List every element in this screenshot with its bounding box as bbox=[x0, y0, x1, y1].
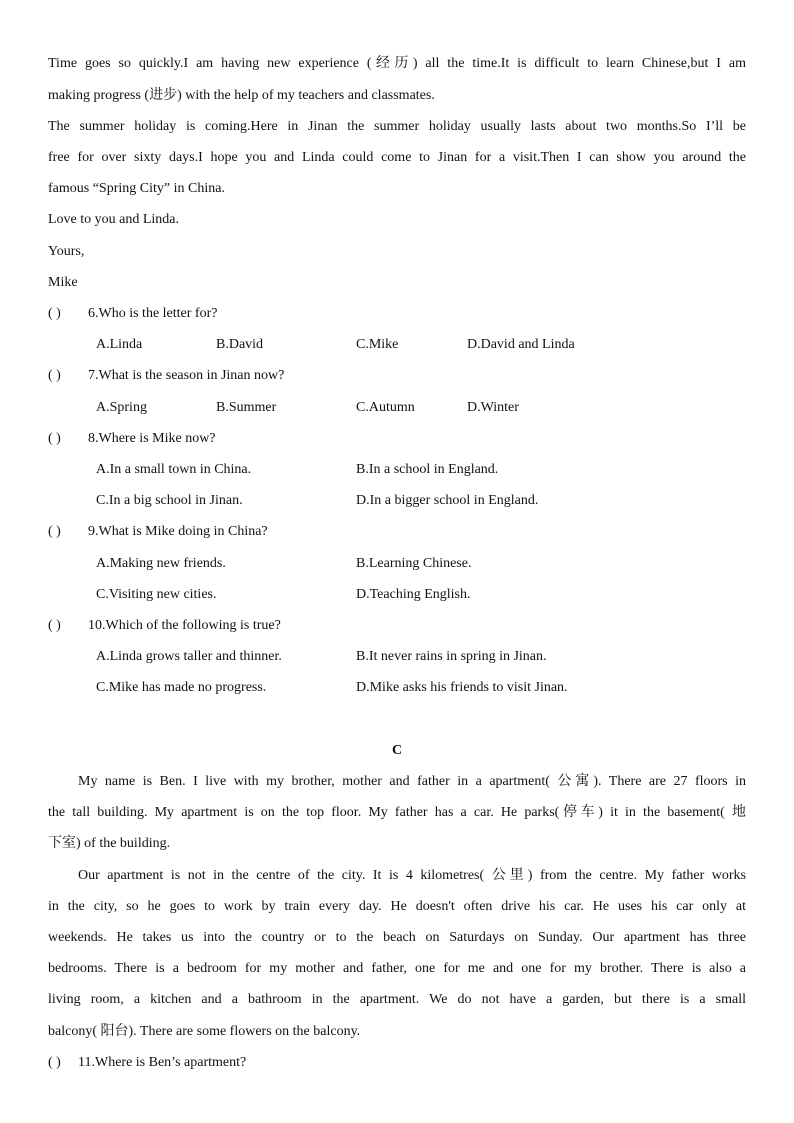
option-d: D.David and Linda bbox=[467, 337, 575, 352]
option-a: A.In a small town in China. bbox=[96, 462, 252, 477]
answer-blank[interactable]: ( ) bbox=[48, 524, 61, 539]
letter-signoff: Yours, bbox=[48, 244, 85, 259]
passage-line: weekends. He takes us into the country or to the beach on Saturdays on Sunday. Our apartment has three bbox=[48, 930, 746, 945]
passage-line: My name is Ben. I live with my brother, mother and father in a apartment( 公寓). There are 27 floors in bbox=[78, 774, 746, 789]
option-c: C.Autumn bbox=[356, 400, 415, 415]
option-a: A.Linda grows taller and thinner. bbox=[96, 649, 282, 664]
question-stem: 9.What is Mike doing in China? bbox=[88, 524, 268, 539]
option-c: C.Visiting new cities. bbox=[96, 587, 217, 602]
question-7 bbox=[48, 367, 284, 385]
passage-line: the tall building. My apartment is on the top floor. My father has a car. He parks(停车) it in the basement( 地 bbox=[48, 805, 746, 820]
answer-blank[interactable]: ( ) bbox=[48, 306, 61, 321]
passage-line: living room, a kitchen and a bathroom in the apartment. We do not have a garden, but there is a small bbox=[48, 992, 746, 1007]
letter-line: free for over sixty days.I hope you and Linda could come to Jinan for a visit.Then I can show you around the bbox=[48, 150, 746, 165]
option-d: D.Mike asks his friends to visit Jinan. bbox=[356, 680, 568, 695]
letter-closing: Love to you and Linda. bbox=[48, 212, 180, 227]
option-a: A.Linda bbox=[96, 337, 143, 352]
answer-blank[interactable]: ( ) bbox=[48, 431, 61, 446]
option-d: D.Winter bbox=[467, 400, 519, 415]
option-b: B.In a school in England. bbox=[356, 462, 499, 477]
passage-line: bedrooms. There is a bedroom for my mother and father, one for me and one for my brother. There is also a bbox=[48, 961, 746, 976]
answer-blank[interactable]: ( ) bbox=[48, 1055, 61, 1070]
question-9 bbox=[48, 523, 268, 541]
question-stem: 6.Who is the letter for? bbox=[88, 306, 218, 321]
answer-blank[interactable]: ( ) bbox=[48, 368, 61, 383]
question-11 bbox=[48, 1054, 246, 1072]
passage-line: in the city, so he goes to work by train every day. He doesn't often drive his car. He uses his car only at bbox=[48, 899, 746, 914]
option-b: B.Learning Chinese. bbox=[356, 556, 472, 571]
passage-line: balcony( 阳台). There are some flowers on the balcony. bbox=[48, 1024, 361, 1039]
option-c: C.Mike has made no progress. bbox=[96, 680, 267, 695]
letter-line: The summer holiday is coming.Here in Jinan the summer holiday usually lasts about two months.So I’ll be bbox=[48, 119, 746, 134]
letter-signature: Mike bbox=[48, 275, 78, 290]
letter-line: famous “Spring City” in China. bbox=[48, 181, 225, 196]
question-stem: 8.Where is Mike now? bbox=[88, 431, 216, 446]
section-heading: C bbox=[391, 743, 403, 758]
answer-blank[interactable]: ( ) bbox=[48, 618, 61, 633]
question-stem: 11.Where is Ben’s apartment? bbox=[78, 1055, 247, 1070]
question-stem: 7.What is the season in Jinan now? bbox=[88, 368, 285, 383]
option-a: A.Spring bbox=[96, 400, 147, 415]
option-c: C.Mike bbox=[356, 337, 399, 352]
option-b: B.It never rains in spring in Jinan. bbox=[356, 649, 547, 664]
option-b: B.Summer bbox=[216, 400, 277, 415]
passage-line: Our apartment is not in the centre of the city. It is 4 kilometres( 公里) from the centre. My father works bbox=[78, 868, 746, 883]
question-stem: 10.Which of the following is true? bbox=[88, 618, 281, 633]
letter-line: making progress (进步) with the help of my teachers and classmates. bbox=[48, 88, 435, 103]
question-8 bbox=[48, 430, 216, 448]
letter-line: Time goes so quickly.I am having new experience (经历) all the time.It is difficult to learn Chinese,but I am bbox=[48, 56, 746, 71]
passage-line: 下室) of the building. bbox=[48, 836, 171, 851]
option-b: B.David bbox=[216, 337, 264, 352]
question-6 bbox=[48, 305, 217, 323]
question-10 bbox=[48, 617, 281, 635]
option-d: D.Teaching English. bbox=[356, 587, 471, 602]
option-a: A.Making new friends. bbox=[96, 556, 226, 571]
option-c: C.In a big school in Jinan. bbox=[96, 493, 243, 508]
option-d: D.In a bigger school in England. bbox=[356, 493, 539, 508]
